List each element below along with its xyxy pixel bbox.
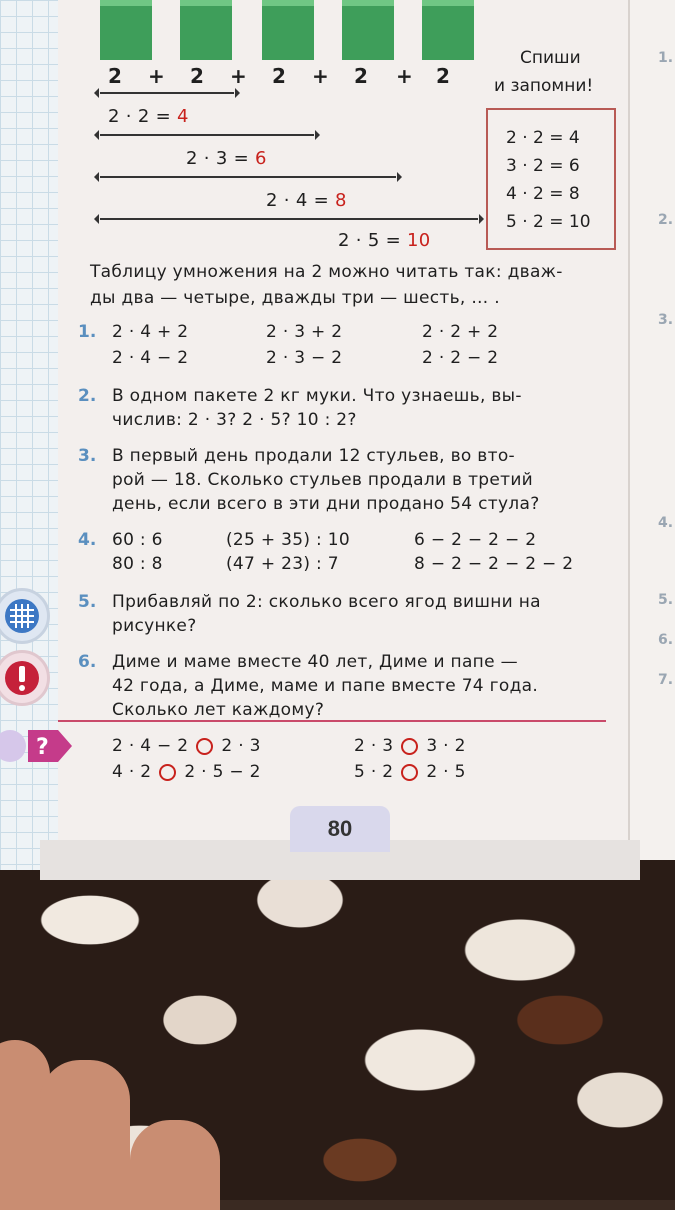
task-text: 42 года, а Диме, маме и папе вместе 74 года. xyxy=(112,676,539,696)
expression: 60 : 6 xyxy=(112,530,163,550)
green-cube xyxy=(422,0,474,60)
grid-icon xyxy=(0,588,50,644)
task-text: В первый день продали 12 стульев, во вто- xyxy=(112,446,515,466)
memo-line: 3 · 2 = 6 xyxy=(506,156,580,176)
sum-term: 2 xyxy=(108,64,123,88)
task-number: 5. xyxy=(78,592,97,612)
expression: 8 − 2 − 2 − 2 − 2 xyxy=(414,554,574,574)
task-text: Диме и маме вместе 40 лет, Диме и папе — xyxy=(112,652,518,672)
compare-circle-icon xyxy=(401,764,418,781)
finger xyxy=(40,1060,130,1210)
right-page-number: 5. xyxy=(658,592,674,608)
right-page-number: 7. xyxy=(658,672,674,688)
compare-left: 4 · 2 xyxy=(112,762,152,782)
product-line xyxy=(266,190,347,211)
bracket-line xyxy=(100,92,234,94)
task-number: 4. xyxy=(78,530,97,550)
task-text: рой — 18. Сколько стульев продали в третий xyxy=(112,470,534,490)
right-page-number: 4. xyxy=(658,515,674,531)
bracket-line xyxy=(100,176,396,178)
bracket-line xyxy=(100,134,314,136)
expression: 6 − 2 − 2 − 2 xyxy=(414,530,537,550)
expression: 2 · 2 + 2 xyxy=(422,322,499,342)
memo-line: 4 · 2 = 8 xyxy=(506,184,580,204)
sum-term: 2 xyxy=(354,64,369,88)
compare-right: 2 · 3 xyxy=(221,736,261,756)
product-line xyxy=(108,106,189,127)
expression: 2 · 4 − 2 xyxy=(112,348,189,368)
green-cube xyxy=(262,0,314,60)
page-number: 80 xyxy=(290,806,390,852)
right-page-number: 3. xyxy=(658,312,674,328)
compare-item xyxy=(112,736,261,756)
question-icon xyxy=(0,726,76,766)
expression: 2 · 4 + 2 xyxy=(112,322,189,342)
compare-left: 2 · 4 − 2 xyxy=(112,736,189,756)
finger xyxy=(130,1120,220,1210)
memo-line: 5 · 2 = 10 xyxy=(506,212,591,232)
expression: (25 + 35) : 10 xyxy=(226,530,350,550)
compare-right: 2 · 5 − 2 xyxy=(184,762,261,782)
compare-circle-icon xyxy=(196,738,213,755)
green-cube xyxy=(100,0,152,60)
product-expr: 2 · 3 = xyxy=(186,148,249,169)
task-number: 3. xyxy=(78,446,97,466)
compare-left: 5 · 2 xyxy=(354,762,394,782)
expression: 2 · 2 − 2 xyxy=(422,348,499,368)
right-page-number: 6. xyxy=(658,632,674,648)
task-number: 2. xyxy=(78,386,97,406)
section-divider xyxy=(58,720,606,722)
product-result: 8 xyxy=(335,190,347,211)
product-result: 6 xyxy=(255,148,267,169)
memo-line: 2 · 2 = 4 xyxy=(506,128,580,148)
right-page-number: 2. xyxy=(658,212,674,228)
expression: (47 + 23) : 7 xyxy=(226,554,339,574)
task-text: Прибавляй по 2: сколько всего ягод вишни на xyxy=(112,592,541,612)
task-text: числив: 2 · 3? 2 · 5? 10 : 2? xyxy=(112,410,357,430)
sum-term: 2 xyxy=(272,64,287,88)
compare-item xyxy=(112,762,261,782)
product-result: 10 xyxy=(407,230,431,251)
compare-right: 2 · 5 xyxy=(426,762,466,782)
product-line xyxy=(338,230,431,251)
product-result: 4 xyxy=(177,106,189,127)
memo-box xyxy=(486,108,616,250)
intro-line: Таблицу умножения на 2 можно читать так: дваж- xyxy=(90,262,563,282)
svg-text:?: ? xyxy=(36,735,49,760)
compare-item xyxy=(354,736,466,756)
product-line xyxy=(186,148,267,169)
task-text: В одном пакете 2 кг муки. Что узнаешь, вы- xyxy=(112,386,522,406)
green-cube xyxy=(180,0,232,60)
sum-term: 2 xyxy=(436,64,451,88)
compare-circle-icon xyxy=(401,738,418,755)
sum-plus: + xyxy=(396,64,414,88)
compare-right: 3 · 2 xyxy=(426,736,466,756)
expression: 2 · 3 − 2 xyxy=(266,348,343,368)
sum-plus: + xyxy=(312,64,330,88)
sum-plus: + xyxy=(148,64,166,88)
memo-title: и запомни! xyxy=(494,76,594,96)
product-expr: 2 · 4 = xyxy=(266,190,329,211)
warning-icon xyxy=(0,650,50,706)
task-number: 6. xyxy=(78,652,97,672)
sum-term: 2 xyxy=(190,64,205,88)
product-expr: 2 · 5 = xyxy=(338,230,401,251)
intro-line: ды два — четыре, дважды три — шесть, … . xyxy=(90,288,500,308)
task-text: рисунке? xyxy=(112,616,197,636)
task-number: 1. xyxy=(78,322,97,342)
compare-item xyxy=(354,762,466,782)
sum-plus: + xyxy=(230,64,248,88)
compare-circle-icon xyxy=(159,764,176,781)
next-page-edge xyxy=(628,0,675,860)
product-expr: 2 · 2 = xyxy=(108,106,171,127)
bracket-line xyxy=(100,218,478,220)
memo-title: Спиши xyxy=(520,48,581,68)
expression: 80 : 8 xyxy=(112,554,163,574)
task-text: день, если всего в эти дни продано 54 стула? xyxy=(112,494,540,514)
green-cube xyxy=(342,0,394,60)
task-text: Сколько лет каждому? xyxy=(112,700,325,720)
right-page-number: 1. xyxy=(658,50,674,66)
expression: 2 · 3 + 2 xyxy=(266,322,343,342)
compare-left: 2 · 3 xyxy=(354,736,394,756)
